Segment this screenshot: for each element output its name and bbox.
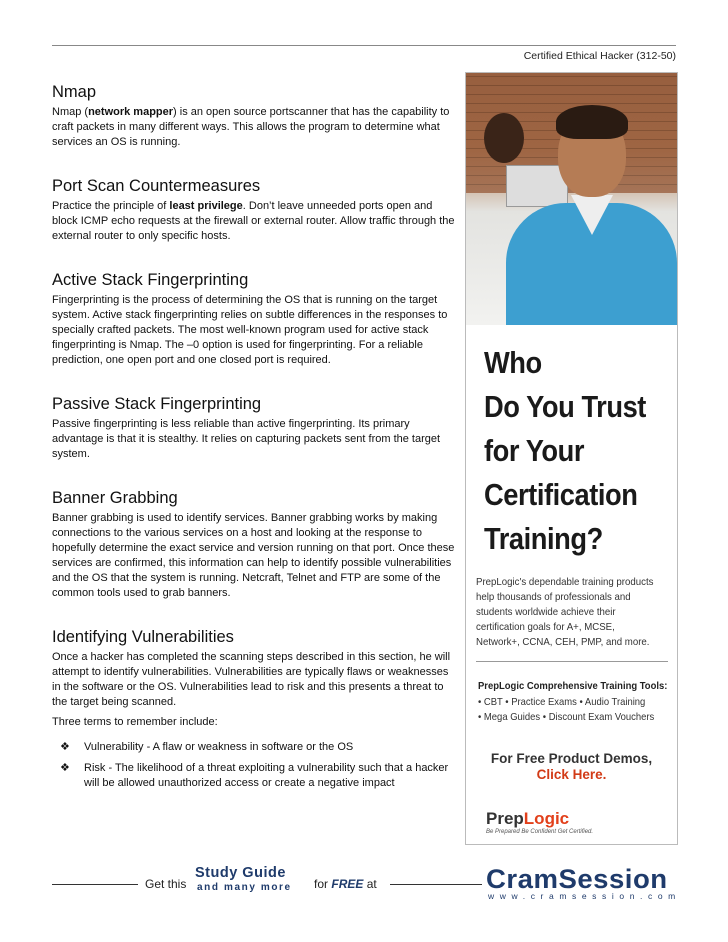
tools-line: • CBT • Practice Exams • Audio Training — [478, 696, 646, 708]
diamond-bullet-icon: ❖ — [60, 762, 70, 774]
ad-description: PrepLogic's dependable training products help thousands of professionals and students worldwide achieve their certification goals for A+, MCSE, Network+, CCNA, CEH, PMP, and more. — [476, 576, 654, 648]
list-item-text: Risk - The likelihood of a threat exploiting a vulnerability such that a hacker will be allowed unauthorized access or create a negative impact — [84, 762, 449, 789]
section-title: Identifying Vulnerabilities — [52, 628, 234, 646]
headline-line: Do You Trust — [484, 389, 646, 424]
running-header: Certified Ethical Hacker (312-50) — [523, 50, 676, 62]
section-body: Banner grabbing is used to identify services. Banner grabbing works by making connections to the various services on a host and looking at the response to hopefully determine the exact service and version running on that port. Once these services are confirmed, this information can help to identify possible vulnerabilities and the OS that the system is running. Netcraft, Telnet and FTP are some of the common tools used to grab banners. — [52, 512, 455, 599]
body-text: ) is an open source portscanner that has the capability to craft packets in many different ways. This allows the program to determine what services an OS is running. — [52, 106, 450, 148]
free-text: FREE — [331, 877, 364, 891]
section-title: Nmap — [52, 83, 97, 101]
logo-logic: Logic — [523, 809, 570, 828]
section-body-2: Three terms to remember include: — [52, 716, 218, 728]
ad-headline — [484, 341, 678, 561]
footer-rule-right — [390, 884, 482, 885]
section-body — [52, 199, 457, 244]
section-body: Fingerprinting is the process of determining the OS that is running on the target system. Active stack fingerprinting relies on subtle differences in the responses to specially crafted packets. The most well-known program used for active stack fingerprinting is Nmap. The –0 option is used for fingerprinting. For a reliable prediction, one open port and one closed port is required. — [52, 294, 448, 366]
section-passive-stack-fingerprinting — [52, 394, 457, 462]
section-title: Passive Stack Fingerprinting — [52, 395, 262, 413]
section-port-scan-countermeasures — [52, 176, 457, 244]
list-item — [52, 761, 457, 791]
body-text: . Don’t leave unneeded ports open and block ICMP echo requests at the firewall or external router. Allow traffic through the external router to only specific hosts. — [52, 200, 455, 242]
footer-study-guide: Study Guide — [195, 865, 286, 881]
ad-divider — [476, 661, 668, 662]
headline-line: Who — [484, 345, 542, 380]
at-text: at — [366, 877, 377, 891]
section-nmap — [52, 82, 457, 150]
body-text: Practice the principle of — [52, 200, 170, 212]
cramsession-logo[interactable]: CramSession — [486, 864, 668, 894]
ad-tools-list — [478, 695, 654, 724]
background-person — [484, 113, 524, 163]
footer-and-many-more: and many more — [197, 882, 292, 893]
person-hair — [556, 105, 628, 139]
bold-term: least privilege — [169, 200, 243, 212]
tools-line: • Mega Guides • Discount Exam Vouchers — [478, 710, 655, 723]
footer-get-this: Get this — [145, 877, 187, 891]
section-banner-grabbing — [52, 488, 457, 601]
section-title: Active Stack Fingerprinting — [52, 271, 249, 289]
cramsession-url[interactable]: www.cramsession.com — [488, 891, 681, 901]
headline-line: Training? — [484, 521, 603, 556]
main-content — [52, 82, 457, 797]
section-active-stack-fingerprinting — [52, 270, 457, 368]
terms-list — [52, 740, 457, 791]
click-here-link[interactable]: Click Here. — [536, 767, 607, 782]
section-title: Banner Grabbing — [52, 489, 178, 507]
body-text: Nmap ( — [52, 106, 89, 118]
for-text: for — [314, 877, 329, 891]
ad-demo-callout — [466, 751, 677, 783]
header-rule — [52, 45, 676, 46]
headline-line: for Your — [484, 433, 585, 468]
section-identifying-vulnerabilities — [52, 627, 457, 791]
list-item — [52, 740, 457, 755]
diamond-bullet-icon: ❖ — [60, 741, 70, 753]
preplogic-tagline: Be Prepared Be Confident Get Certified. — [486, 829, 594, 835]
footer-for-free — [314, 877, 377, 891]
ad-photo — [466, 73, 677, 325]
logo-prep: Prep — [486, 809, 524, 828]
ad-tools-title: PrepLogic Comprehensive Training Tools: — [478, 680, 668, 692]
bold-term: network mapper — [88, 106, 174, 118]
headline-line: Certification — [484, 477, 638, 512]
footer-rule-left — [52, 884, 138, 885]
list-item-text: Vulnerability - A flaw or weakness in software or the OS — [84, 741, 354, 753]
section-body: Once a hacker has completed the scanning steps described in this section, he will attempt to identify vulnerabilities. Vulnerabilities are typically flaws or weaknesses in the software or the OS. Vulnerabilities lead to risk and this presents a threat to the target being scanned. — [52, 651, 451, 708]
demo-text: For Free Product Demos, — [490, 751, 653, 766]
preplogic-advertisement[interactable] — [465, 72, 678, 845]
section-title: Port Scan Countermeasures — [52, 177, 261, 195]
section-body — [52, 105, 457, 150]
preplogic-logo — [486, 809, 569, 829]
section-body: Passive fingerprinting is less reliable than active fingerprinting. Its primary advantage is that it is stealthy. It relies on capturing packets sent from the target system. — [52, 418, 441, 460]
